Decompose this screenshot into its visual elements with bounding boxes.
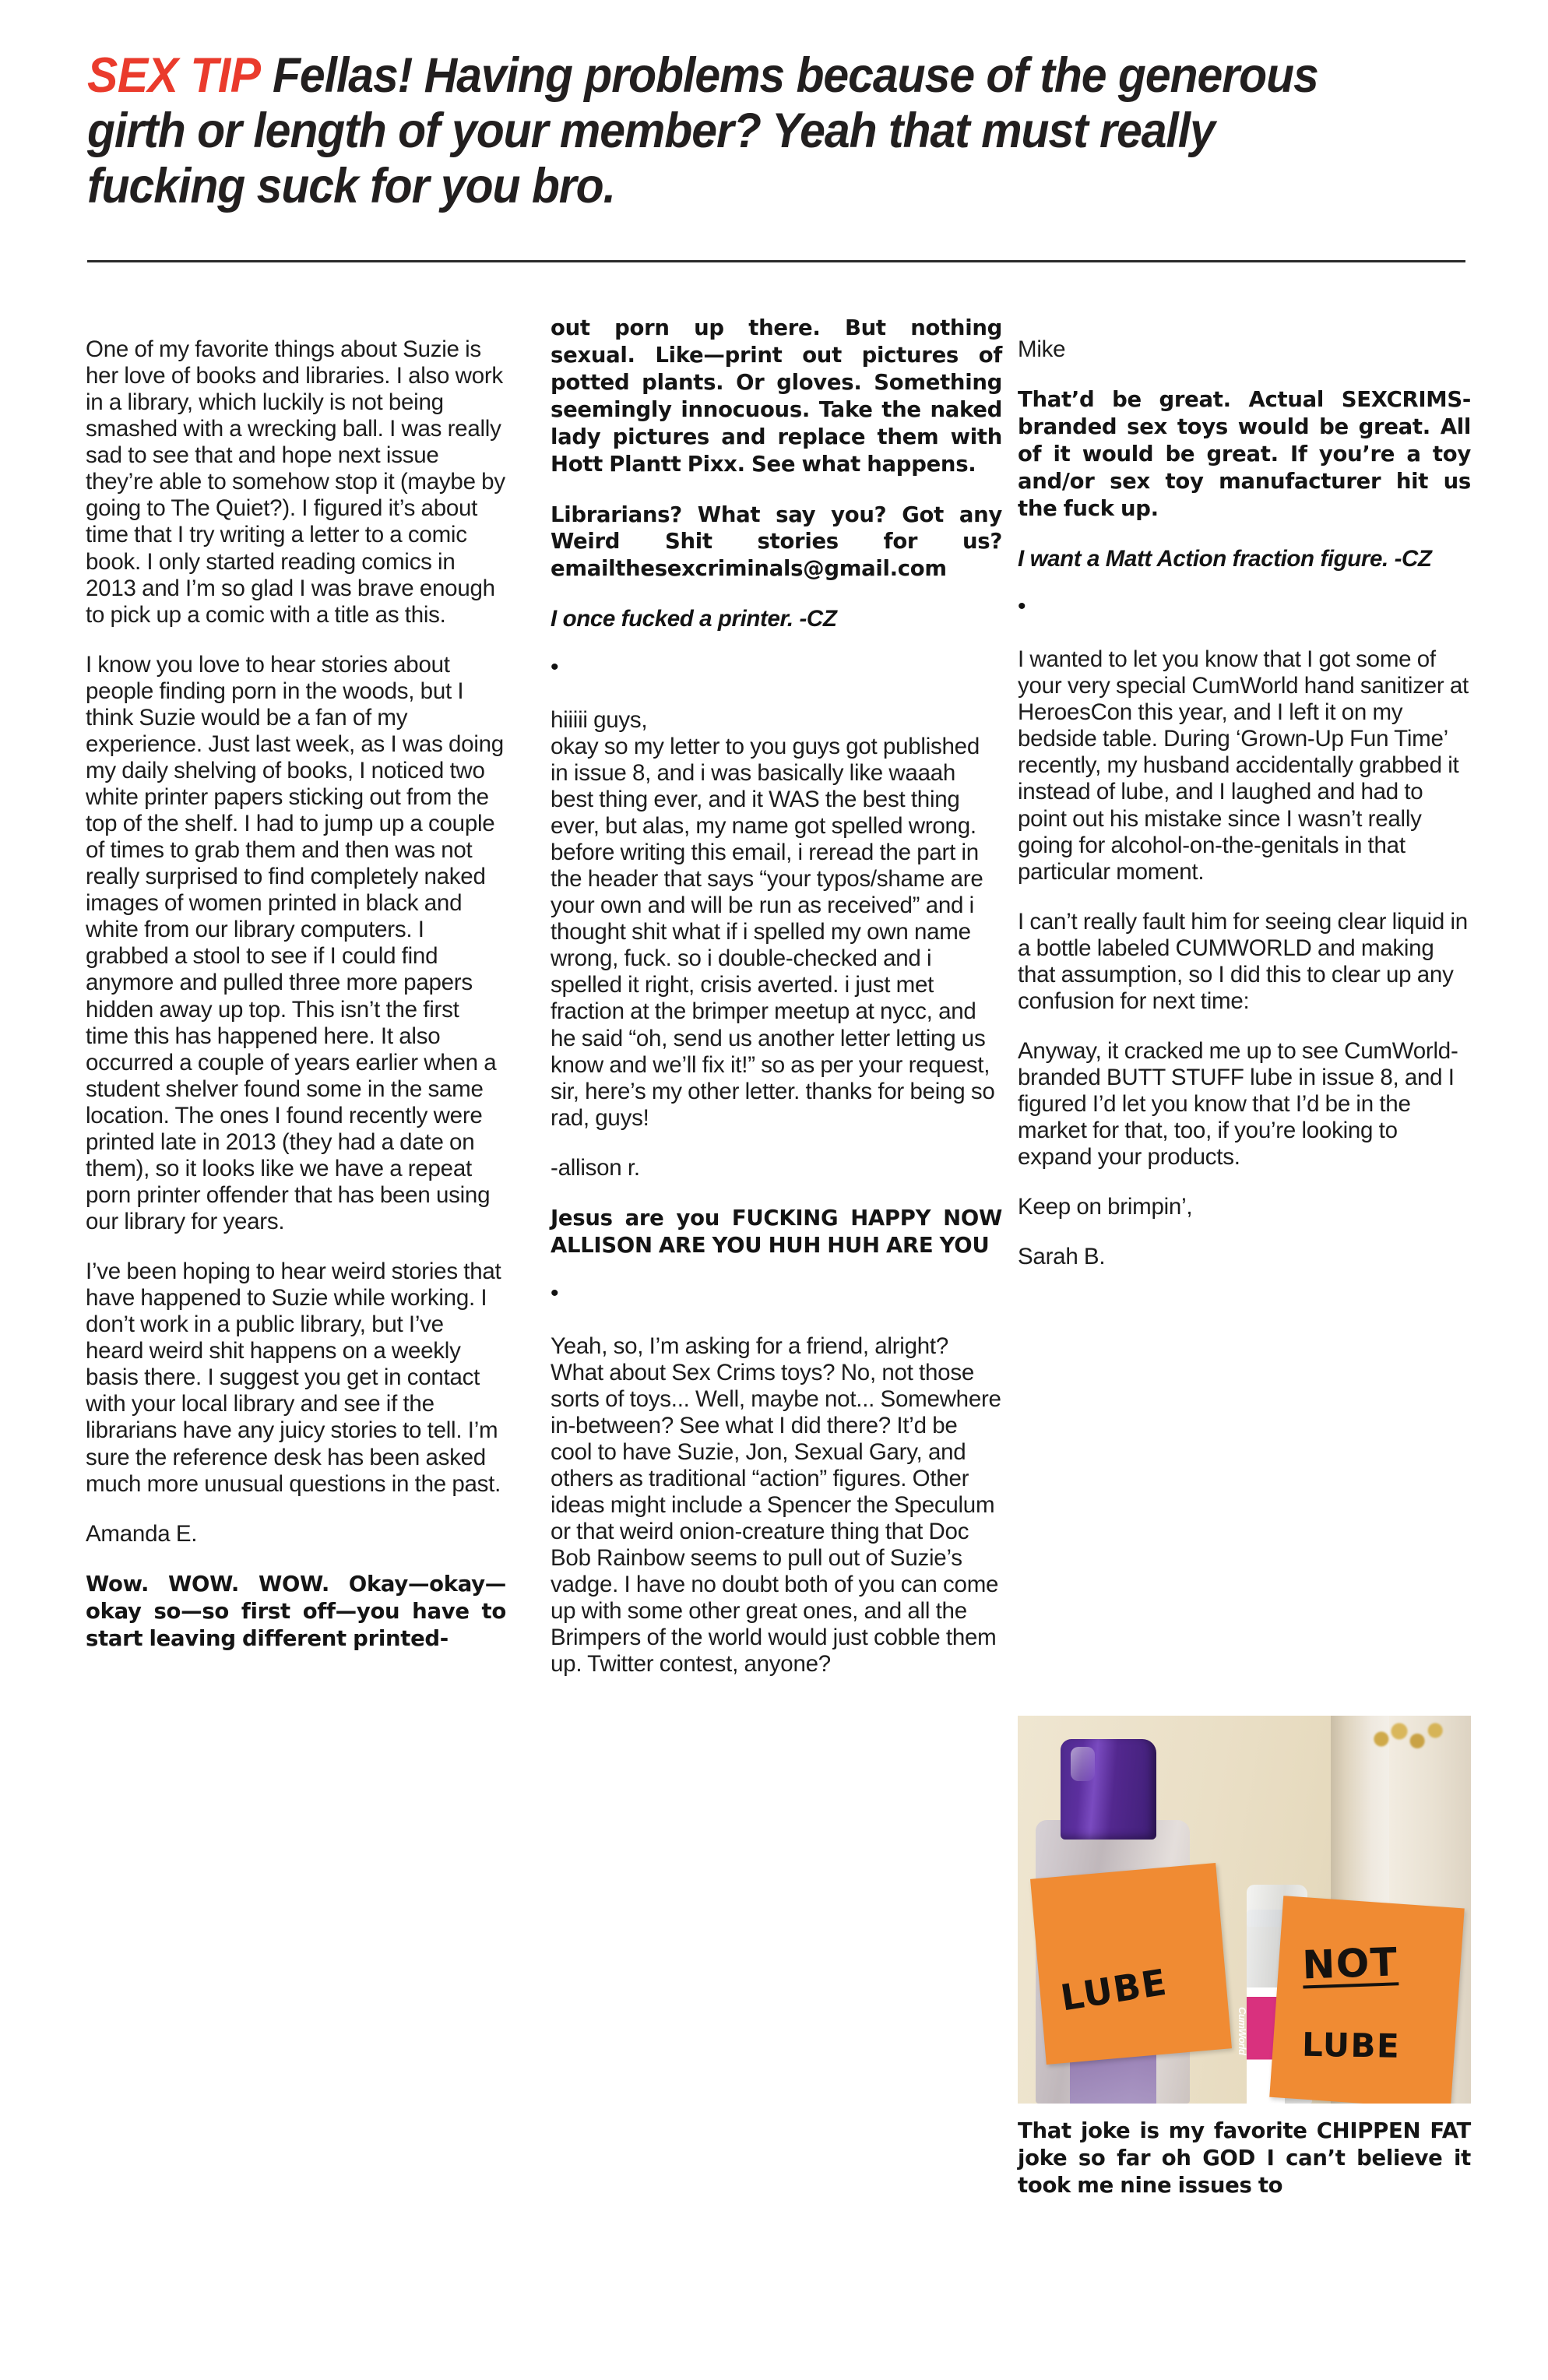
bullet-separator [551, 1283, 1002, 1304]
editor-reply-continued: out porn up there. But nothing sexual. Like—print out pictures of potted plants. Or gloves. Something seemingly innocuous. Take the naked lady pictures and replace them with Hott Plantt Pixx. See what happens. [551, 315, 1002, 477]
column-two [551, 315, 1002, 1678]
sticky-note-not-lube [1269, 1896, 1464, 2104]
letter-closing: Keep on brimpin’, [1018, 1194, 1193, 1220]
letter-paragraph: Yeah, so, I’m asking for a friend, alright? What about Sex Crims toys? No, not those sorts of toys... Well, maybe not... Somewhere in-between? See what I did there? It’d be cool to have Suzie, Jon, Sexual Gary, and others as traditional “action” figures. Other ideas might include a Spencer the Speculum or that weird onion-creature thing that Doc Bob Rainbow seems to pull out of Suzie’s vadge. I have no doubt both of you can come up with some other great ones, and all the Brimpers of the world would just cobble them up. Twitter contest, anyone? [551, 1333, 1001, 1678]
letter-signature: -allison r. [551, 1154, 640, 1181]
letter-paragraph: okay so my letter to you guys got published in issue 8, and i was basically like waaah best thing ever, and it WAS the best thing ever, but alas, my name got spelled wrong. before writing this email, i reread the part in the header that says “your typos/shame are your own and will be run as received” and i thought shit what if i spelled my own name wrong, fuck. so i double-checked and i spelled it right, crisis averted. i just met fraction at the brimper meetup at nycc, and he said “oh, send us another letter letting us know and we’ll fix it!” so as per your request, sir, here’s my other letter. thanks for being so rad, guys! [551, 733, 995, 1131]
letter-paragraph: Anyway, it cracked me up to see CumWorld-branded BUTT STUFF lube in issue 8, and I figured I’d let you know that I’d be in the market for that, too, if you’re looking to expand your products. [1018, 1037, 1458, 1171]
sticky-note-lube2-text: LUBE [1301, 2025, 1401, 2065]
headline-text: Fellas! Having problems because of the generous girth or length of your member? Yeah that must really fucking suck for you bro. [87, 48, 1318, 214]
bullet-separator [551, 657, 1002, 678]
letter-paragraph: One of my favorite things about Suzie is her love of books and libraries. I also work in a library, which luckily is not being smashed with a wrecking ball. I was really sad to see that and hope next issue they’re able to somehow stop it (maybe by going to The Quiet?). I figured it’s about time that I try writing a letter to a comic book. I only started reading comics in 2013 and I’m so glad I was brave enough to pick up a comic with a title as this. [86, 336, 505, 628]
column-three [1018, 336, 1471, 1270]
bullet-separator [1018, 596, 1471, 617]
header-divider-rule [87, 260, 1465, 262]
sticky-note-lube-text: LUBE [1057, 1961, 1171, 2019]
column-one [86, 336, 506, 1675]
editor-signature-cz: I want a Matt Action fraction figure. -CZ [1018, 545, 1432, 572]
lube-bottle-cap [1061, 1739, 1156, 1840]
editor-signature-cz: I once fucked a printer. -CZ [551, 606, 837, 632]
sticky-note-lube [1030, 1863, 1232, 2065]
page-headline [87, 48, 1339, 215]
letter-paragraph: I’ve been hoping to hear weird stories that have happened to Suzie while working. I don’t work in a public library, but I’ve heard weird shit happens on a weekly basis there. I suggest you get in contact with your local library and see if the librarians have any juicy stories to tell. I’m sure the reference desk has been asked much more unusual questions in the past. [86, 1259, 501, 1497]
photo-caption: That joke is my favorite CHIPPEN FAT joke so far oh GOD I can’t believe it took me nine issues to [1018, 2118, 1471, 2198]
editor-reply-allison: Jesus are you FUCKING HAPPY NOW ALLISON ARE YOU HUH HUH ARE YOU [551, 1205, 1002, 1258]
letter-paragraph: I know you love to hear stories about people finding porn in the woods, but I think Suzie would be a fan of my experience. Just last week, as I was doing my daily shelving of books, I noticed two white printer papers sticking out from the top of the shelf. I had to jump up a couple of times to grab them and then was not really surprised to find completely naked images of women printed in black and white from our library computers. I grabbed a stool to see if I could find anymore and pulled three more papers hidden away up top. This isn’t the first time this has happened here. It also occurred a couple of years earlier when a student shelver found some in the same location. The ones I found recently were printed late in 2013 (they had a date on them), so it looks like we have a repeat porn printer offender that has been using our library for years. [86, 651, 504, 1234]
photo-gold-hardware [1367, 1716, 1448, 1755]
editor-reply: Wow. WOW. WOW. Okay—okay—okay so—so first off—you have to start leaving different printed- [86, 1571, 506, 1651]
lube-vs-sanitizer-photo [1018, 1716, 1471, 2104]
letter-signature-mike: Mike [1018, 336, 1066, 362]
letter-paragraph: I can’t really fault him for seeing clear liquid in a bottle labeled CUMWORLD and making that assumption, so I did this to clear up any confusion for next time: [1018, 908, 1468, 1014]
editor-call-for-letters: Librarians? What say you? Got any Weird Shit stories for us? emailthesexcriminals@gmail.com [551, 502, 1002, 582]
photo-block [1018, 1716, 1471, 2198]
sanitizer-brand-text: CumWorld [1236, 2006, 1248, 2054]
sticky-note-not-text: NOT [1301, 1939, 1399, 1988]
letter-paragraph: I wanted to let you know that I got some of your very special CumWorld hand sanitizer at HeroesCon this year, and I left it on my bedside table. During ‘Grown-Up Fun Time’ recently, my husband accidentally grabbed it instead of lube, and I laughed and had to point out his mistake since I wasn’t really going for alcohol-on-the-genitals in that particular moment. [1018, 646, 1469, 885]
headline-kicker: SEX TIP [87, 48, 261, 103]
letter-greeting: hiiiii guys, [551, 706, 648, 733]
editor-reply-toys: That’d be great. Actual SEXCRIMS-branded sex toys would be great. All of it would be great. If you’re a toy and/or sex toy manufacturer hit us the fuck up. [1018, 387, 1471, 521]
letter-signature-sarah: Sarah B. [1018, 1244, 1106, 1270]
letter-signature: Amanda E. [86, 1520, 198, 1547]
